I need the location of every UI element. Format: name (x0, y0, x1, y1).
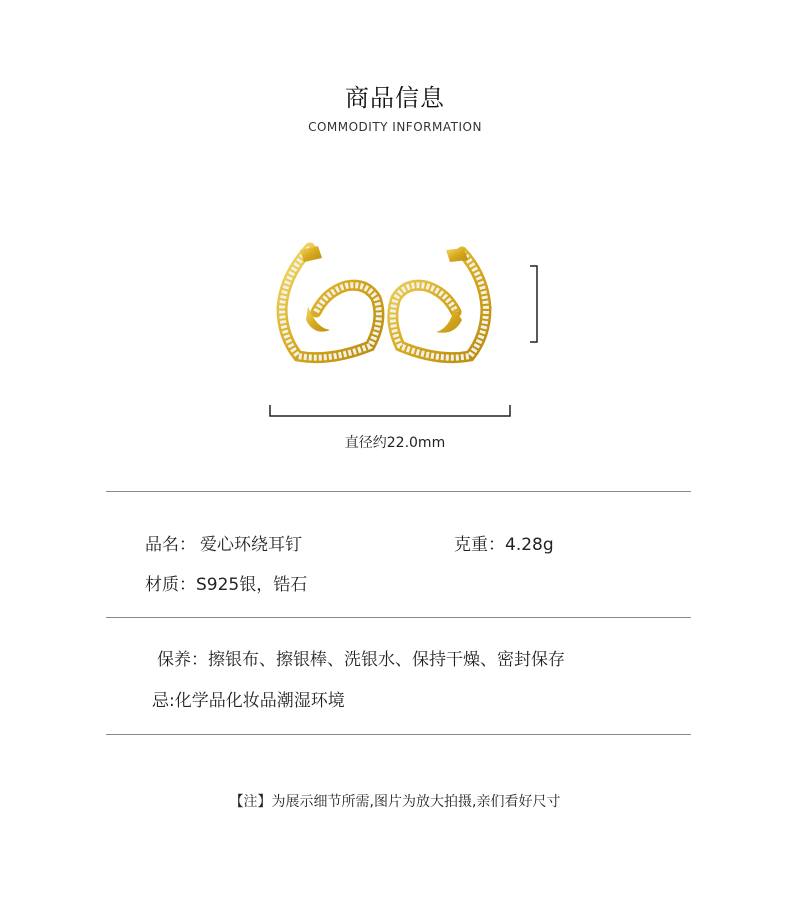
material-row (145, 570, 307, 595)
weight-value: 4.28g (505, 535, 554, 555)
name-label: 品名： (145, 535, 196, 555)
name-value: 爱心环绕耳钉 (200, 535, 302, 555)
name-row (145, 530, 302, 555)
height-bracket (530, 266, 537, 342)
diameter-bracket (269, 404, 512, 418)
footnote: 【注】为展示细节所需,图片为放大拍摄,亲们看好尺寸 (229, 794, 561, 810)
diameter-label: 直径约22.0mm (344, 435, 446, 451)
care-line-2: 忌:化学品化妆品潮湿环境 (152, 691, 345, 711)
care-line-1: 保养：擦银布、擦银棒、洗银水、保持干燥、密封保存 (157, 650, 565, 670)
left-earring-icon (282, 246, 379, 358)
weight-row (454, 530, 554, 555)
divider-top (106, 491, 691, 492)
material-value: S925银，锆石 (196, 575, 308, 595)
material-label: 材质： (145, 575, 196, 595)
product-illustration (270, 238, 550, 373)
divider-bottom (106, 734, 691, 735)
divider-middle (106, 617, 691, 618)
weight-label: 克重： (454, 535, 505, 555)
page-subtitle: COMMODITY INFORMATION (308, 120, 482, 133)
page-title: 商品信息 (345, 84, 445, 112)
right-earring-icon (393, 248, 486, 358)
